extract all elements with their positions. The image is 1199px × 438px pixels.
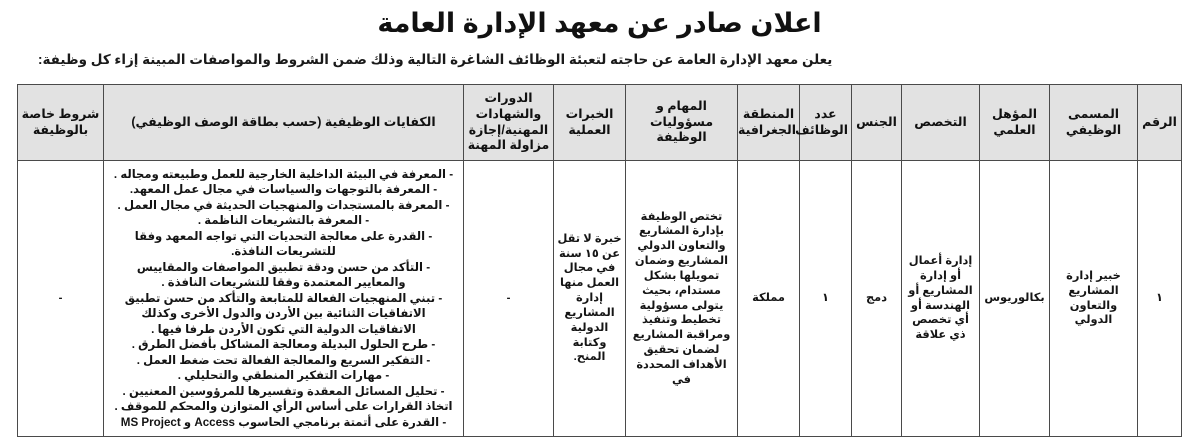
competency-item: - المعرفة في البيئة الداخلية الخارجية للعمل وطبيعته ومجاله . [113, 168, 454, 182]
competency-item: - القدرة على معالجة التحديات التي تواجه المعهد وفقا للتشريعات النافذة. [134, 229, 433, 259]
column-header-courses: الدورات والشهادات المهنية/إجازة مزاولة المهنة [464, 85, 554, 161]
jobs-table-container [17, 84, 1182, 438]
column-header-gender: الجنس [852, 85, 902, 161]
column-header-duties: المهام و مسؤوليات الوظيفة [626, 85, 738, 161]
column-header-count: عدد الوظائف [800, 85, 852, 161]
column-header-number: الرقم [1138, 85, 1182, 161]
competency-item: - طرح الحلول البديلة ومعالجة المشاكل بأفضل الطرق . [131, 338, 436, 352]
competency-item: - المعرفة بالتوجهات والسياسات في مجال عمل المعهد. [129, 183, 438, 197]
competency-item: اتخاذ القرارات على أساس الرأي المتوازن والمحكم للموقف . [114, 400, 453, 414]
cell-competencies [104, 161, 464, 437]
table-header [18, 85, 1182, 161]
competency-item: - مهارات التفكير المنطقي والتحليلي . [177, 369, 390, 383]
column-header-competencies: الكفايات الوظيفية (حسب بطاقة الوصف الوظيفي) [104, 85, 464, 161]
cell-gender: دمج [852, 161, 902, 437]
column-header-degree: المؤهل العلمي [980, 85, 1050, 161]
cell-courses: - [464, 161, 554, 437]
column-header-specialization: التخصص [902, 85, 980, 161]
competency-item: - المعرفة بالمستجدات والمنهجيات الحديثة في مجال العمل . [117, 198, 450, 212]
competency-item: - المعرفة بالتشريعات الناظمة . [197, 214, 370, 228]
cell-specialization: إدارة أعمال أو إدارة المشاريع أو الهندسة أو أي تخصص ذي علاقة [902, 161, 980, 437]
cell-duties: تختص الوظيفة بإدارة المشاريع والتعاون الدولي المشاريع وضمان تمويلها بشكل مستدام، بحيث يتولى مسؤولية تخطيط وتنفيذ ومراقبة المشاريع لضمان تحقيق الأهداف المحددة في [626, 161, 738, 437]
column-header-conditions: شروط خاصة بالوظيفة [18, 85, 104, 161]
cell-conditions: - [18, 161, 104, 437]
column-header-experience: الخبرات العملية [554, 85, 626, 161]
competency-item: - تبني المنهجيات الفعالة للمتابعة والتأكد من حسن تطبيق الاتفاقيات الثنائية بين الأردن والدول الأخرى وكذلك الاتفاقيات الدولية التي تكون الأردن طرفا فيها . [124, 291, 443, 336]
cell-degree: بكالوريوس [980, 161, 1050, 437]
competency-item: - التفكير السريع والمعالجة الفعالة تحت ضغط العمل . [136, 353, 431, 367]
competency-item: - القدرة على أتمتة برنامجي الحاسوب Access و MS Project [120, 415, 447, 429]
table-header-row [18, 85, 1182, 161]
column-header-job-title: المسمى الوظيفي [1050, 85, 1138, 161]
table-body [18, 161, 1182, 437]
competency-item: - تحليل المسائل المعقدة وتفسيرها للمرؤوسين المعنيين . [122, 384, 445, 398]
column-header-region: المنطقة الجغرافية [738, 85, 800, 161]
cell-number: ١ [1138, 161, 1182, 437]
cell-job-title: خبير إدارة المشاريع والتعاون الدولي [1050, 161, 1138, 437]
announcement-subtitle: يعلن معهد الإدارة العامة عن حاجته لتعبئة الوظائف الشاغرة التالية وذلك ضمن الشروط والمواصفات المبينة إزاء كل وظيفة: [38, 52, 833, 67]
competencies-list [107, 167, 460, 430]
cell-region: مملكة [738, 161, 800, 437]
table-row [18, 161, 1182, 437]
cell-experience: خبرة لا تقل عن ١٥ سنة في مجال العمل منها إدارة المشاريع الدولية وكتابة المنح. [554, 161, 626, 437]
jobs-table [17, 84, 1182, 437]
page-title: اعلان صادر عن معهد الإدارة العامة [377, 8, 822, 38]
cell-count: ١ [800, 161, 852, 437]
competency-item: - التأكد من حسن ودقة تطبيق المواصفات والمقاييس والمعايير المعتمدة وفقا للتشريعات النافذة . [136, 260, 431, 290]
